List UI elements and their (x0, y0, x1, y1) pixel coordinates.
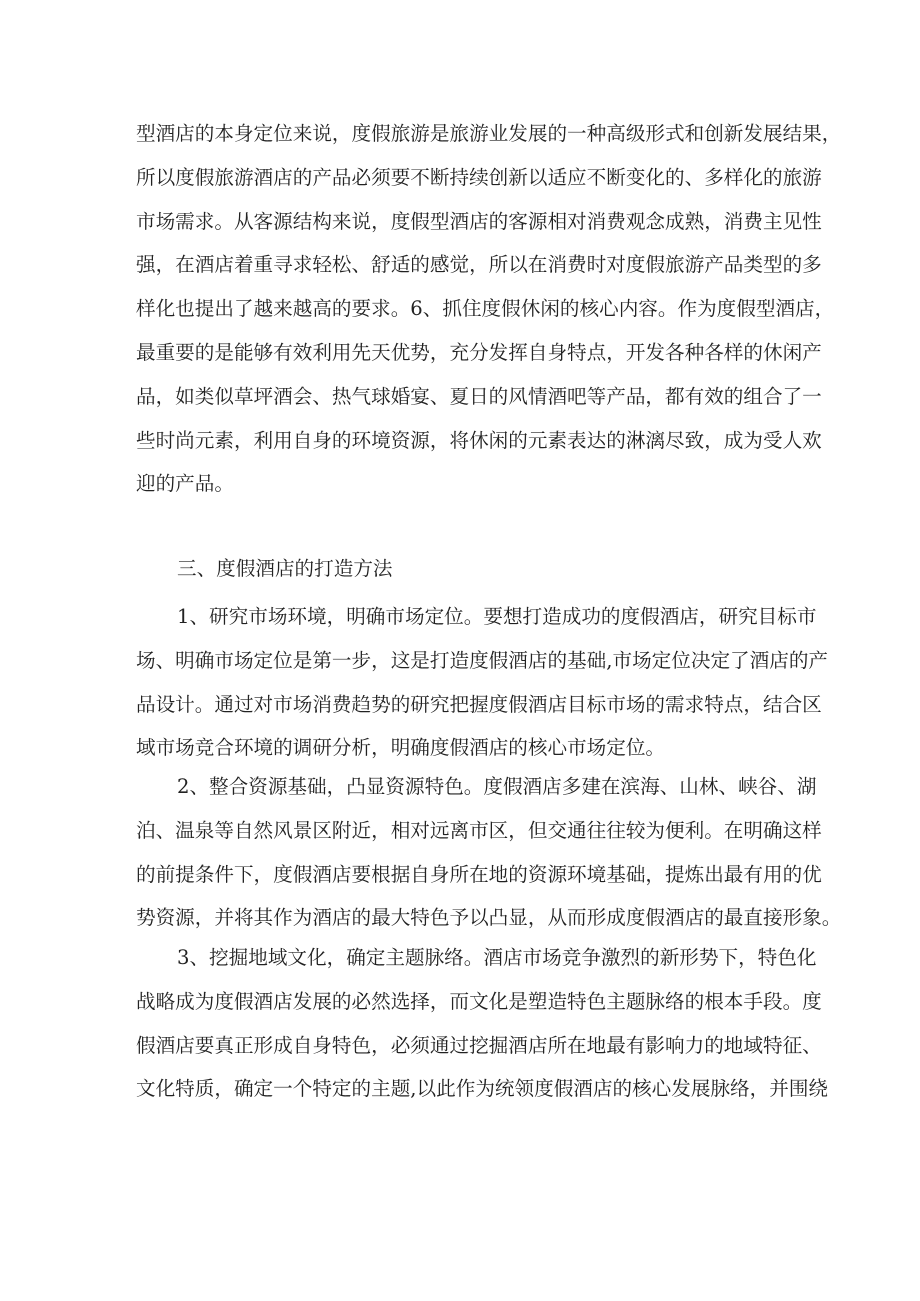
paragraph-market-positioning (136, 595, 829, 770)
paragraph-line: 势资源，并将其作为酒店的最大特色予以凸显，从而形成度假酒店的最直接形象。 (136, 906, 842, 930)
paragraph-line: 假酒店要真正形成自身特色，必须通过挖掘酒店所在地最有影响力的地域特征、 (136, 1033, 822, 1057)
paragraph-resource-features (136, 765, 842, 940)
paragraph-regional-culture (136, 936, 829, 1111)
paragraph-resort-positioning (136, 112, 842, 506)
paragraph-line: 品，如类似草坪酒会、热气球婚宴、夏日的风情酒吧等产品，都有效的组合了一 (136, 384, 822, 408)
paragraph-line: 1、研究市场环境，明确市场定位。要想打造成功的度假酒店，研究目标市 (177, 605, 817, 628)
paragraph-line: 场、明确市场定位是第一步，这是打造度假酒店的基础,市场定位决定了酒店的产 (136, 648, 829, 672)
paragraph-line: 所以度假旅游酒店的产品必须要不断持续创新以适应不断变化的、多样化的旅游 (136, 165, 822, 189)
section-heading-text: 三、度假酒店的打造方法 (177, 557, 393, 580)
paragraph-line: 泊、温泉等自然风景区附近，相对远离市区，但交通往往较为便利。在明确这样 (136, 818, 822, 842)
paragraph-line: 文化特质，确定一个特定的主题,以此作为统领度假酒店的核心发展脉络，并围绕 (136, 1077, 829, 1101)
paragraph-line: 些时尚元素，利用自身的环境资源，将休闲的元素表达的淋漓尽致，成为受人欢 (136, 428, 822, 452)
paragraph-line: 市场需求。从客源结构来说，度假型酒店的客源相对消费观念成熟，消费主见性 (136, 209, 822, 233)
paragraph-line: 最重要的是能够有效利用先天优势，充分发挥自身特点，开发各种各样的休闲产 (136, 340, 822, 364)
paragraph-line: 品设计。通过对市场消费趋势的研究把握度假酒店目标市场的需求特点，结合区 (136, 692, 822, 716)
paragraph-line: 型酒店的本身定位来说，度假旅游是旅游业发展的一种高级形式和创新发展结果， (136, 122, 842, 145)
section-heading (136, 547, 808, 591)
paragraph-line: 2、整合资源基础，凸显资源特色。度假酒店多建在滨海、山林、峡谷、湖 (177, 775, 817, 798)
paragraph-line: 的前提条件下，度假酒店要根据自身所在地的资源环境基础，提炼出最有用的优 (136, 862, 822, 886)
paragraph-line: 迎的产品。 (136, 472, 234, 496)
paragraph-line: 战略成为度假酒店发展的必然选择，而文化是塑造特色主题脉络的根本手段。度 (136, 989, 822, 1013)
paragraph-line: 3、挖掘地域文化，确定主题脉络。酒店市场竞争激烈的新形势下，特色化 (177, 946, 817, 969)
paragraph-line: 强，在酒店着重寻求轻松、舒适的感觉，所以在消费时对度假旅游产品类型的多 (136, 253, 822, 277)
paragraph-line: 样化也提出了越来越高的要求。6、抓住度假休闲的核心内容。作为度假型酒店， (136, 297, 835, 321)
paragraph-line: 域市场竞合环境的调研分析，明确度假酒店的核心市场定位。 (136, 736, 666, 760)
